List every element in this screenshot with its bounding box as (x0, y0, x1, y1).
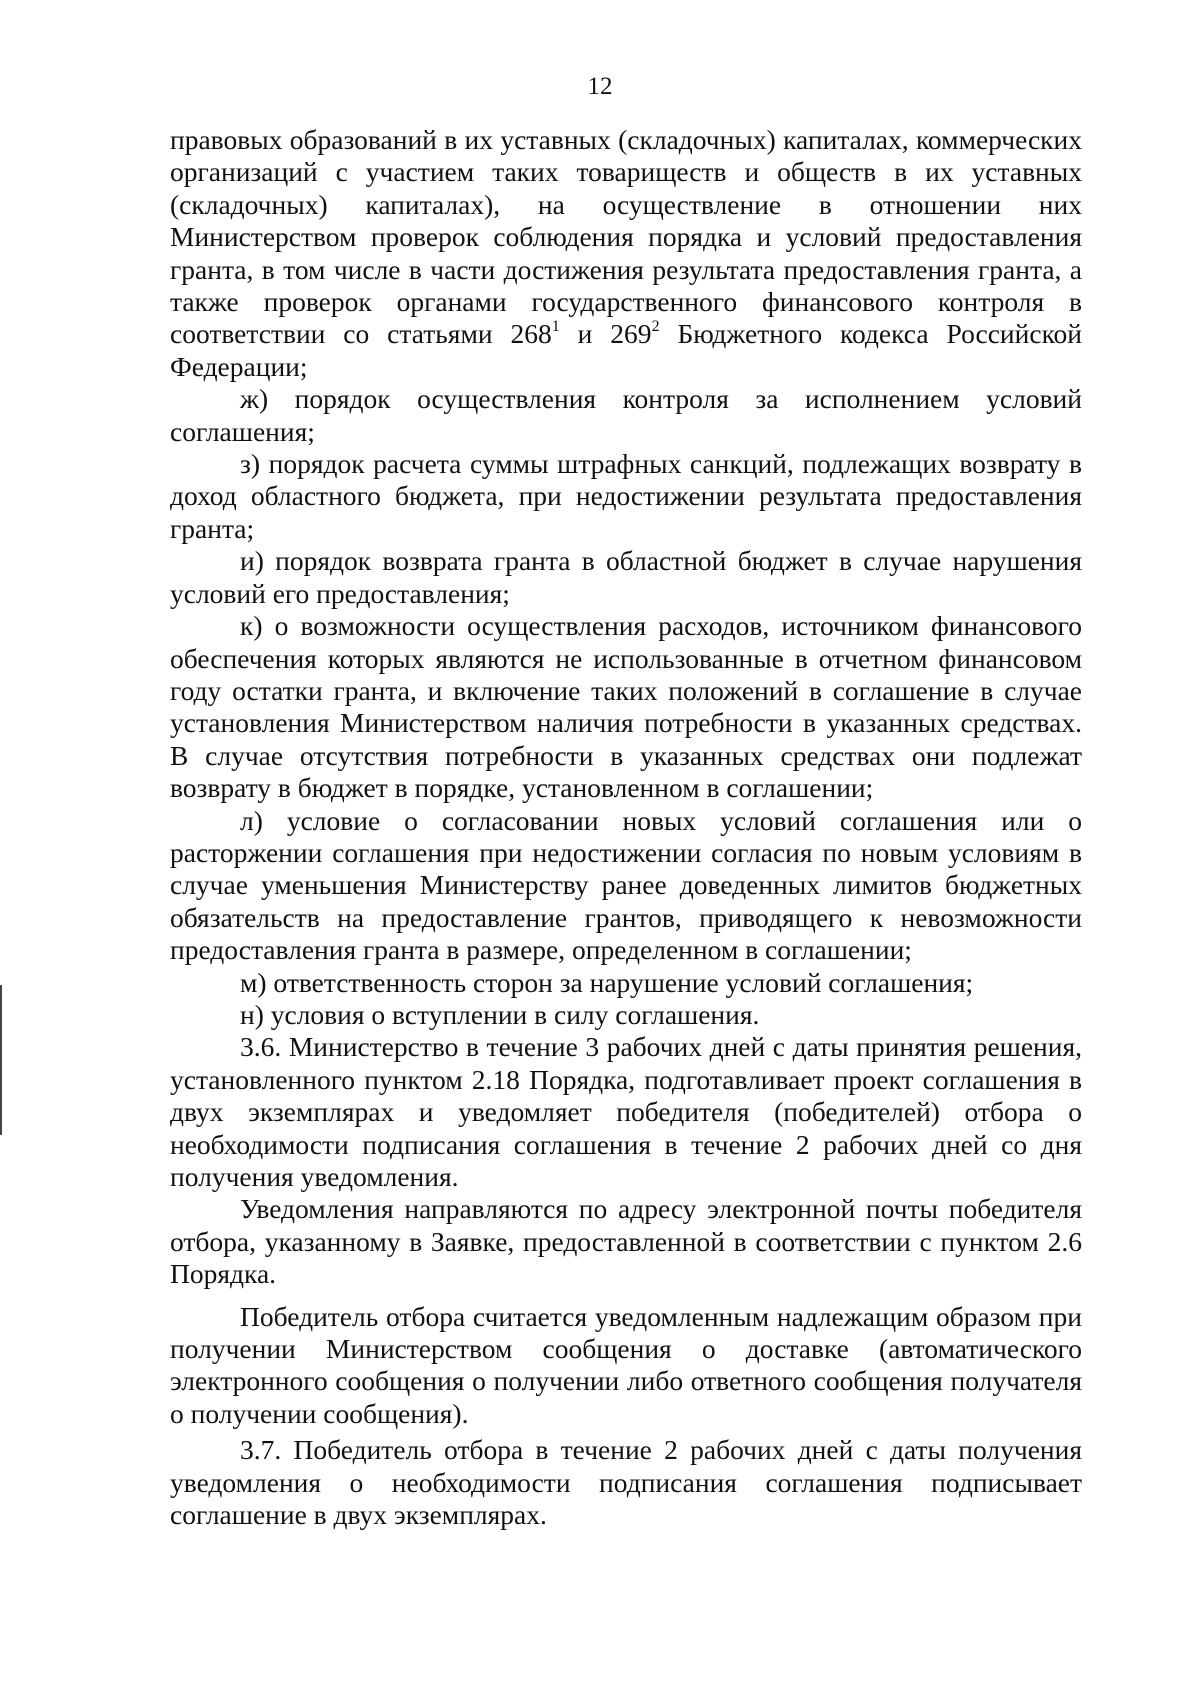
paragraph-text: правовых образований в их уставных (складочных) капиталах, коммерческих организаций с участием таких товариществ и обществ в их уставных (складочных) капиталах), на осуществление в отношении них Министерством проверок соблюдения порядка и условий предоставления гранта, в том числе в части достижения результата предоставления гранта, а также проверок органами государственного финансового контроля в соответствии со статьями 268 (170, 124, 1082, 350)
page-number: 12 (587, 73, 613, 100)
superscript: 2 (651, 318, 660, 336)
winner-notified-paragraph: Победитель отбора считается уведомленным надлежащим образом при получении Министерством сообщения о доставке (автоматического электронного сообщения о получении либо ответного сообщения получателя о получении сообщения). (170, 1300, 1082, 1429)
superscript: 1 (551, 318, 560, 336)
list-item-m: м) ответственность сторон за нарушение условий соглашения; (240, 966, 974, 998)
document-body (170, 124, 1082, 1531)
list-item-zh: ж) порядок осуществления контроля за исполнением условий соглашения; (170, 383, 1082, 447)
list-item-l: л) условие о согласовании новых условий соглашения или о расторжении соглашения при недостижении согласия по новым условиям в случае уменьшения Министерству ранее доведенных лимитов бюджетных обязательств на предоставление грантов, приводящего к невозможности предоставления гранта в размере, определенном в соглашении; (170, 804, 1082, 966)
list-item-n: н) условия о вступлении в силу соглашения. (240, 998, 760, 1030)
list-item-i: и) порядок возврата гранта в областной бюджет в случае нарушения условий его предоставления; (170, 545, 1082, 609)
list-item-k: к) о возможности осуществления расходов, источником финансового обеспечения которых являются не использованные в отчетном финансовом году остатки гранта, и включение таких положений в соглашение в случае установления Министерством наличия потребности в указанных средствах. В случае отсутствия потребности в указанных средствах они подлежат возврату в бюджет в порядке, установленном в соглашении; (170, 610, 1082, 804)
list-item-z: з) порядок расчета суммы штрафных санкций, подлежащих возврату в доход областного бюджета, при недостижении результата предоставления гранта; (170, 448, 1082, 544)
notification-paragraph: Уведомления направляются по адресу электронной почты победителя отбора, указанному в Заявке, предоставленной в соответствии с пунктом 2.6 Порядка. (170, 1193, 1082, 1290)
clause-3-6: 3.6. Министерство в течение 3 рабочих дней с даты принятия решения, установленного пунктом 2.18 Порядка, подготавливает проект соглашения в двух экземплярах и уведомляет победителя (победителей) отбора о необходимости подписания соглашения в течение 2 рабочих дней со дня получения уведомления. (170, 1031, 1082, 1192)
paragraph-text: Бюджетного кодекса Российской Федерации; (170, 318, 1082, 382)
paragraph-continuation (170, 124, 1082, 383)
scan-edge-mark (0, 985, 2, 1135)
paragraph-text: и 269 (559, 318, 652, 350)
clause-3-7: 3.7. Победитель отбора в течение 2 рабочих дней с даты получения уведомления о необходимости подписания соглашения подписывает соглашение в двух экземплярах. (170, 1434, 1082, 1531)
